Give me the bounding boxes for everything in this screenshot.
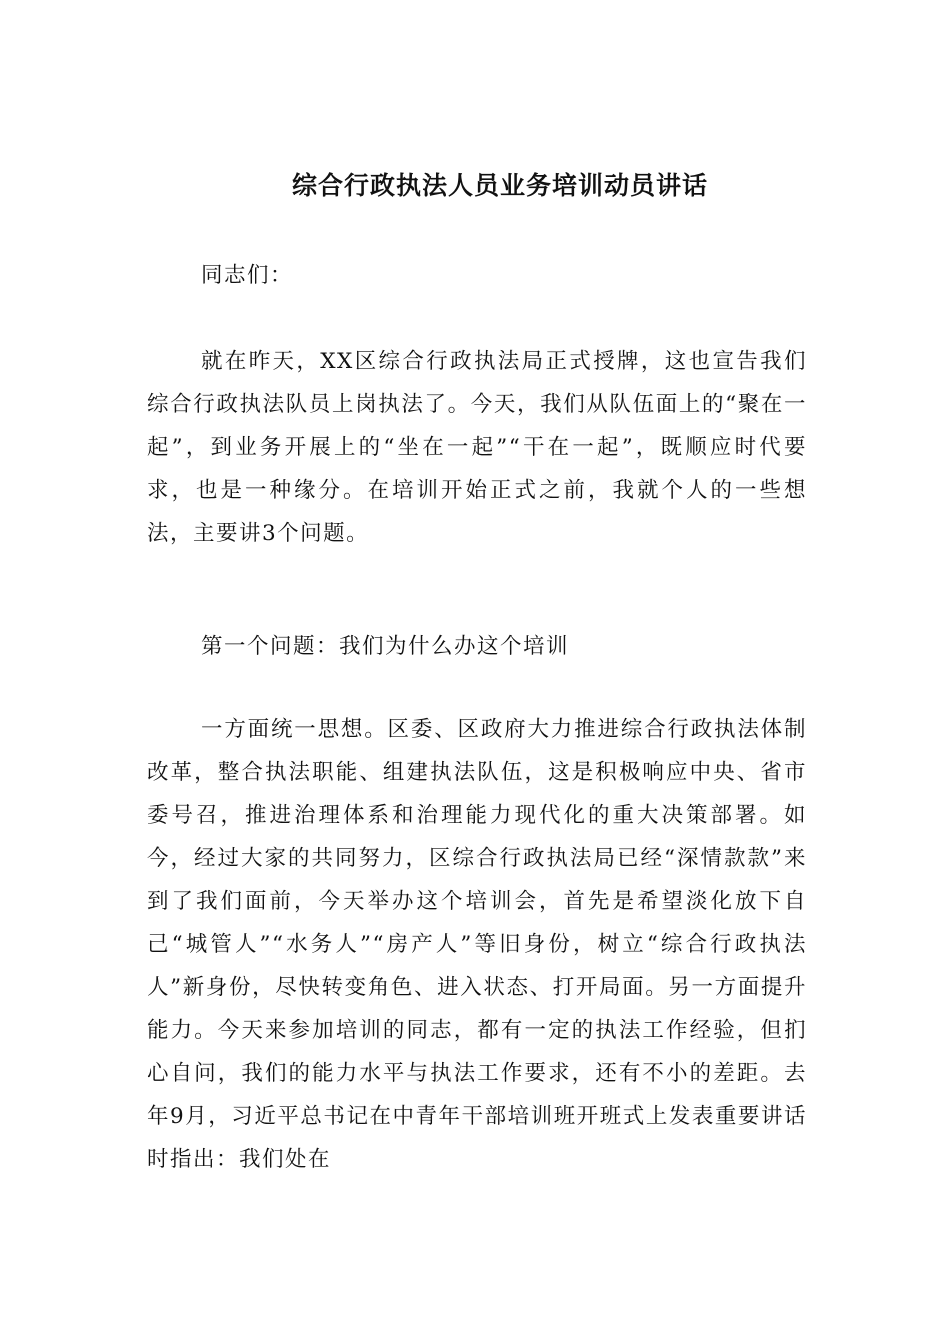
paragraph-2: 一方面统一思想。区委、区政府大力推进综合行政执法体制改革，整合执法职能、组建执法队伍，这是积极响应中央、省市委号召，推进治理体系和治理能力现代化的重大决策部署。如今，经过大家的共同努力，区综合行政执法局已经“深情款款”来到了我们面前，今天举办这个培训会，首先是希望淡化放下自己“城管人”“水务人”“房产人”等旧身份，树立“综合行政执法人”新身份，尽快转变角色、进入状态、打开局面。另一方面提升能力。今天来参加培训的同志，都有一定的执法工作经验，但扪心自问，我们的能力水平与执法工作要求，还有不小的差距。去年9月，习近平总书记在中青年干部培训班开班式上发表重要讲话时指出：我们处在	[147, 717, 807, 1172]
document-title: 综合行政执法人员业务培训动员讲话	[291, 171, 708, 200]
section-heading-1: 第一个问题：我们为什么办这个培训	[201, 634, 570, 659]
salutation: 同志们：	[201, 263, 294, 288]
paragraph-1: 就在昨天，XX区综合行政执法局正式授牌，这也宣告我们综合行政执法队员上岗执法了。今天，我们从队伍面上的“聚在一起”，到业务开展上的“坐在一起”“干在一起”，既顺应时代要求，也是一种缘分。在培训开始正式之前，我就个人的一些想法，主要讲3个问题。	[147, 349, 807, 546]
